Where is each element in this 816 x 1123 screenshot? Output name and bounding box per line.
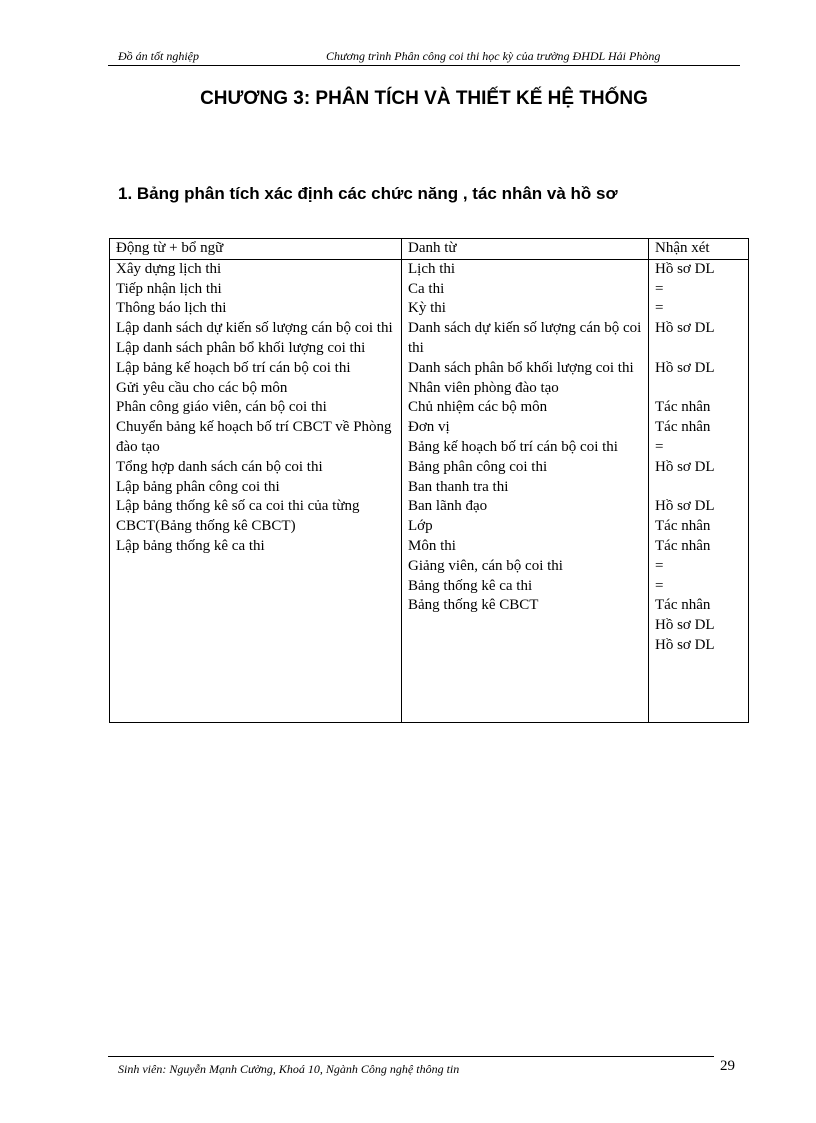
column-header-verbs: Động từ + bổ ngữ: [110, 239, 402, 260]
remark-item: [655, 339, 742, 359]
verb-item: Lập danh sách dự kiến số lượng cán bộ coi thi: [116, 320, 393, 337]
remark-item: Tác nhân: [655, 399, 711, 416]
header-left-text: Đồ án tốt nghiệp: [118, 49, 199, 63]
remark-item: Hồ sơ DL: [655, 617, 715, 634]
verbs-cell: [110, 259, 402, 722]
remark-item: Hồ sơ DL: [655, 320, 715, 337]
remarks-cell: [649, 259, 749, 722]
page-number: 29: [720, 1058, 735, 1074]
noun-item: Ca thi: [408, 280, 445, 297]
noun-item: Bảng phân công coi thi: [408, 458, 548, 475]
verb-item: Phân công giáo viên, cán bộ coi thi: [116, 399, 327, 416]
remark-item: Hồ sơ DL: [655, 458, 715, 475]
remark-item: Tác nhân: [655, 518, 711, 535]
remark-item: Hồ sơ DL: [655, 636, 715, 653]
noun-item: Đơn vị: [408, 419, 450, 436]
nouns-cell: [402, 259, 649, 722]
analysis-table: [109, 238, 749, 723]
remark-item: =: [655, 438, 664, 455]
noun-item: Bảng thống kê ca thi: [408, 577, 533, 594]
remark-item: =: [655, 557, 664, 574]
verb-item: Lập bảng phân công coi thi: [116, 478, 280, 495]
verb-item: Xây dựng lịch thi: [116, 260, 222, 277]
remark-item: =: [655, 300, 664, 317]
remark-item: =: [655, 280, 664, 297]
page-header: [108, 47, 740, 66]
section-title: 1. Bảng phân tích xác định các chức năng , tác nhân và hồ sơ: [118, 184, 618, 203]
noun-item: Lịch thi: [408, 260, 456, 277]
verb-item: Lập bảng thống kê số ca coi thi của từng CBCT(Bảng thống kê CBCT): [116, 498, 360, 535]
verb-item: Tổng hợp danh sách cán bộ coi thi: [116, 458, 323, 475]
remark-item: Tác nhân: [655, 597, 711, 614]
remark-item: Hồ sơ DL: [655, 359, 715, 376]
remark-item: Hồ sơ DL: [655, 498, 715, 515]
remark-item: Tác nhân: [655, 537, 711, 554]
table-row: [110, 259, 749, 722]
verb-item: Tiếp nhận lịch thi: [116, 280, 222, 297]
footer-student: Sinh viên: Nguyễn Mạnh Cường, Khoá 10, Ngành Công nghệ thông tin: [118, 1062, 460, 1076]
chapter-title: CHƯƠNG 3: PHÂN TÍCH VÀ THIẾT KẾ HỆ THỐNG: [200, 88, 648, 109]
verb-item: Chuyển bảng kế hoạch bố trí CBCT về Phòng đào tạo: [116, 419, 392, 455]
noun-item: Lớp: [408, 518, 433, 535]
remark-item: [655, 478, 742, 498]
column-header-nouns: Danh từ: [402, 239, 649, 260]
noun-item: Ban lãnh đạo: [408, 498, 488, 515]
verb-item: Lập bảng kế hoạch bố trí cán bộ coi thi: [116, 359, 351, 376]
noun-item: Nhân viên phòng đào tạo: [408, 379, 559, 396]
footer-rule: [108, 1056, 714, 1058]
table-header-row: [110, 239, 749, 260]
verb-item: Lập danh sách phân bổ khối lượng coi thi: [116, 339, 366, 356]
remark-item: Hồ sơ DL: [655, 260, 715, 277]
verb-item: Lập bảng thống kê ca thi: [116, 537, 265, 554]
noun-item: Chủ nhiệm các bộ môn: [408, 399, 548, 416]
noun-item: Bảng kế hoạch bố trí cán bộ coi thi: [408, 438, 618, 455]
noun-item: Danh sách phân bổ khối lượng coi thi: [408, 359, 634, 376]
noun-item: Giảng viên, cán bộ coi thi: [408, 557, 563, 574]
remark-item: [655, 379, 742, 399]
noun-item: Kỳ thi: [408, 300, 446, 317]
remark-item: =: [655, 577, 664, 594]
noun-item: Môn thi: [408, 537, 456, 554]
header-right-text: Chương trình Phân công coi thi học kỳ của trường ĐHDL Hải Phòng: [326, 49, 661, 63]
verb-item: Thông báo lịch thi: [116, 300, 227, 317]
noun-item: Ban thanh tra thi: [408, 478, 509, 495]
verb-item: Gửi yêu cầu cho các bộ môn: [116, 379, 288, 396]
noun-item: Bảng thống kê CBCT: [408, 597, 539, 614]
column-header-remarks: Nhận xét: [649, 239, 749, 260]
remark-item: Tác nhân: [655, 419, 711, 436]
noun-item: Danh sách dự kiến số lượng cán bộ coi thi: [408, 320, 642, 356]
